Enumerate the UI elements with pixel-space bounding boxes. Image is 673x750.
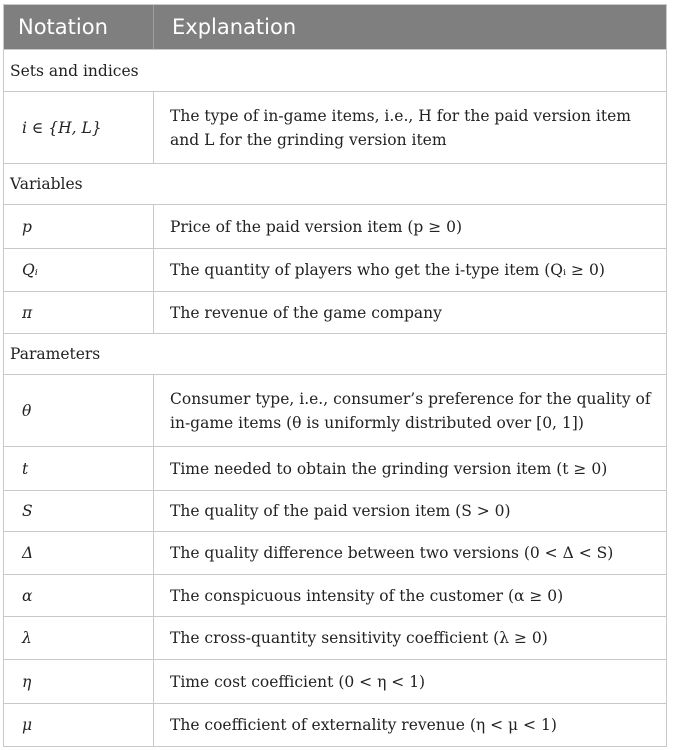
explanation-cell: The quality difference between two versions (0 < Δ < S) — [170, 544, 614, 562]
explanation-cell: Time cost coefficient (0 < η < 1) — [170, 672, 426, 691]
table-row — [4, 248, 666, 291]
notation-cell: t — [4, 447, 154, 490]
explanation-cell: Consumer type, i.e., consumer’s preference for the quality of in-game items (θ is uniformly distributed over [0, 1]) — [170, 389, 651, 432]
explanation-cell: Time needed to obtain the grinding version item (t ≥ 0) — [170, 459, 608, 478]
explanation-cell: The revenue of the game company — [170, 303, 442, 322]
notation-cell: Qᵢ — [4, 249, 154, 291]
notation-cell: Δ — [4, 532, 154, 574]
notation-table — [3, 4, 667, 747]
table-row — [4, 574, 666, 616]
table-row — [4, 291, 666, 333]
explanation-cell: The conspicuous intensity of the customer (α ≥ 0) — [170, 586, 564, 605]
notation-cell: θ — [4, 375, 154, 446]
table-row — [4, 531, 666, 574]
table-row — [4, 616, 666, 659]
notation-cell: i ∈ {H, L} — [4, 92, 154, 163]
section-parameters: Parameters — [4, 333, 666, 374]
notation-cell: S — [4, 491, 154, 531]
explanation-cell: The cross-quantity sensitivity coefficient (λ ≥ 0) — [170, 629, 548, 647]
notation-cell: π — [4, 292, 154, 333]
explanation-cell: Price of the paid version item (p ≥ 0) — [170, 217, 463, 236]
table-row — [4, 374, 666, 446]
table-row — [4, 204, 666, 248]
table-row — [4, 490, 666, 531]
notation-cell: μ — [4, 704, 154, 746]
section-variables: Variables — [4, 163, 666, 204]
header-notation: Notation — [4, 5, 154, 49]
notation-cell: α — [4, 575, 154, 616]
header-explanation: Explanation — [172, 15, 297, 39]
table-row — [4, 659, 666, 703]
table-row — [4, 703, 666, 746]
notation-cell: λ — [4, 617, 154, 659]
notation-cell: η — [4, 660, 154, 703]
explanation-cell: The type of in-game items, i.e., H for the paid version item and L for the grinding version item — [170, 106, 631, 149]
table-row — [4, 91, 666, 163]
explanation-cell: The quantity of players who get the i-type item (Qᵢ ≥ 0) — [170, 261, 605, 279]
explanation-cell: The quality of the paid version item (S > 0) — [170, 502, 511, 520]
explanation-cell: The coefficient of externality revenue (η < μ < 1) — [170, 716, 557, 734]
section-sets-and-indices: Sets and indices — [4, 49, 666, 91]
table-row — [4, 446, 666, 490]
table-header — [4, 5, 666, 49]
notation-cell: p — [4, 205, 154, 248]
